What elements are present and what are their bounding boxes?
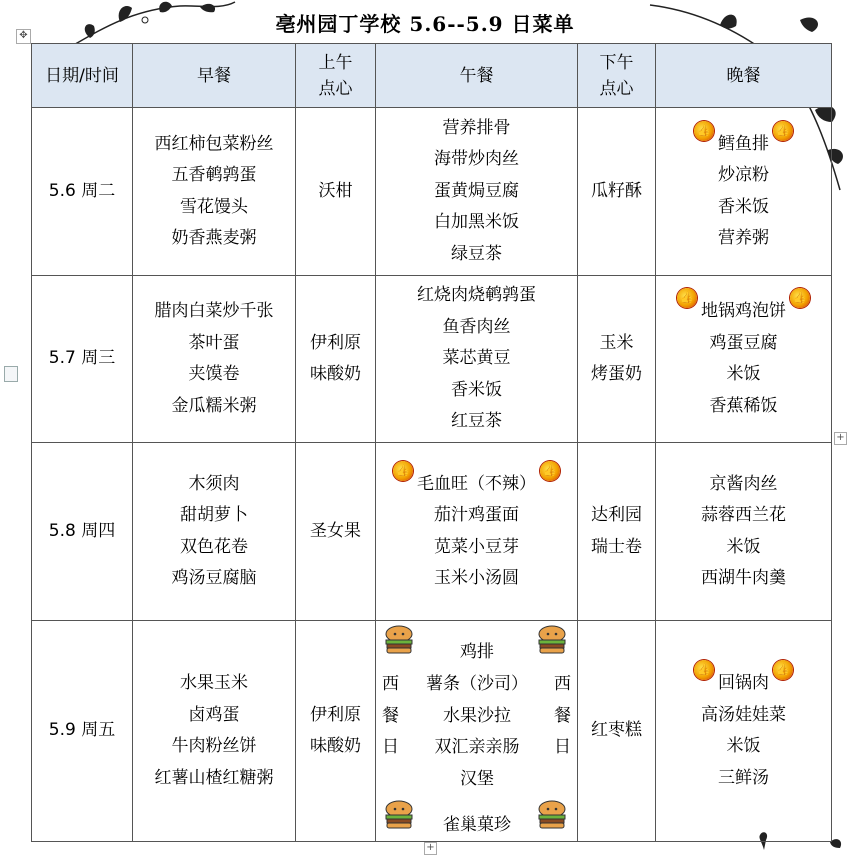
- header-date: 日期/时间: [32, 44, 133, 108]
- western-day-label: 西: [382, 674, 399, 694]
- table-row: [32, 621, 832, 842]
- page-title: 亳州园丁学校 5.6--5.9 日菜单: [275, 12, 575, 36]
- western-day-label: 西: [554, 674, 571, 694]
- pm-snack-cell: 玉米 烤蛋奶: [578, 276, 656, 443]
- lunch-item: 汉堡: [460, 769, 494, 789]
- day-date: 5.8 周四: [32, 443, 133, 621]
- featured-dish: 👍 毛血旺（不辣） 👍: [417, 469, 536, 501]
- header-pm-snack: 下午 点心: [578, 44, 656, 108]
- breakfast-cell: 西红柿包菜粉丝 五香鹌鹑蛋 雪花馒头 奶香燕麦粥: [133, 108, 296, 276]
- pm-snack-cell: 红枣糕: [578, 621, 656, 842]
- dinner-cell: 👍 鳕鱼排 👍 炒凉粉 香米饭 营养粥: [656, 108, 832, 276]
- western-day-label: 日: [554, 737, 571, 757]
- am-snack-cell: 伊利原 味酸奶: [296, 276, 376, 443]
- lunch-item: 鸡排: [460, 642, 494, 662]
- featured-dish: 👍 回锅肉 👍: [718, 668, 769, 700]
- table-row: [32, 443, 832, 621]
- dinner-cell: 👍 回锅肉 👍 高汤娃娃菜 米饭 三鲜汤: [656, 621, 832, 842]
- document-side-icon[interactable]: [4, 366, 18, 382]
- thumbs-up-icon: 👍: [773, 660, 793, 680]
- featured-dish: 👍 地锅鸡泡饼 👍: [701, 296, 786, 328]
- western-day-label: 餐: [382, 706, 399, 726]
- breakfast-cell: 木须肉 甜胡萝卜 双色花卷 鸡汤豆腐脑: [133, 443, 296, 621]
- header-row: [32, 44, 832, 108]
- lunch-cell: 红烧肉烧鹌鹑蛋 鱼香肉丝 菜芯黄豆 香米饭 红豆茶: [376, 276, 578, 443]
- lunch-item: 薯条（沙司）: [426, 674, 528, 694]
- western-day-label: 日: [382, 737, 399, 757]
- table-row: [32, 276, 832, 443]
- lunch-item: 双汇亲亲肠: [434, 737, 520, 757]
- am-snack-cell: 伊利原 味酸奶: [296, 621, 376, 842]
- header-dinner: 晚餐: [656, 44, 832, 108]
- breakfast-cell: 腊肉白菜炒千张 茶叶蛋 夹馍卷 金瓜糯米粥: [133, 276, 296, 443]
- table-row: [32, 108, 832, 276]
- thumbs-up-icon: 👍: [773, 121, 793, 141]
- dinner-cell: 👍 地锅鸡泡饼 👍 鸡蛋豆腐 米饭 香蕉稀饭: [656, 276, 832, 443]
- am-snack-cell: 沃柑: [296, 108, 376, 276]
- thumbs-up-icon: 👍: [677, 288, 697, 308]
- breakfast-cell: 水果玉米 卤鸡蛋 牛肉粉丝饼 红薯山楂红糖粥: [133, 621, 296, 842]
- thumbs-up-icon: 👍: [694, 121, 714, 141]
- western-day-label: 餐: [554, 706, 571, 726]
- lunch-item: 水果沙拉: [443, 706, 511, 726]
- lunch-cell: [376, 621, 578, 842]
- thumbs-up-icon: 👍: [393, 461, 413, 481]
- thumbs-up-icon: 👍: [540, 461, 560, 481]
- header-lunch: 午餐: [376, 44, 578, 108]
- dinner-cell: 京酱肉丝 蒜蓉西兰花 米饭 西湖牛肉羹: [656, 443, 832, 621]
- featured-dish: 👍 鳕鱼排 👍: [718, 129, 769, 161]
- thumbs-up-icon: 👍: [694, 660, 714, 680]
- pm-snack-cell: 瓜籽酥: [578, 108, 656, 276]
- lunch-cell: 营养排骨 海带炒肉丝 蛋黄焗豆腐 白加黑米饭 绿豆茶: [376, 108, 578, 276]
- day-date: 5.9 周五: [32, 621, 133, 842]
- menu-table: [31, 43, 832, 842]
- day-date: 5.6 周二: [32, 108, 133, 276]
- table-move-handle[interactable]: ✥: [16, 29, 31, 44]
- lunch-cell: 👍 毛血旺（不辣） 👍 茄汁鸡蛋面 苋菜小豆芽 玉米小汤圆: [376, 443, 578, 621]
- western-day-lunch: [376, 621, 577, 841]
- header-breakfast: 早餐: [133, 44, 296, 108]
- am-snack-cell: 圣女果: [296, 443, 376, 621]
- add-column-icon[interactable]: +: [834, 432, 847, 445]
- thumbs-up-icon: 👍: [790, 288, 810, 308]
- day-date: 5.7 周三: [32, 276, 133, 443]
- add-row-icon[interactable]: +: [424, 842, 437, 855]
- pm-snack-cell: 达利园 瑞士卷: [578, 443, 656, 621]
- header-am-snack: 上午 点心: [296, 44, 376, 108]
- lunch-item: 雀巢菓珍: [443, 815, 511, 835]
